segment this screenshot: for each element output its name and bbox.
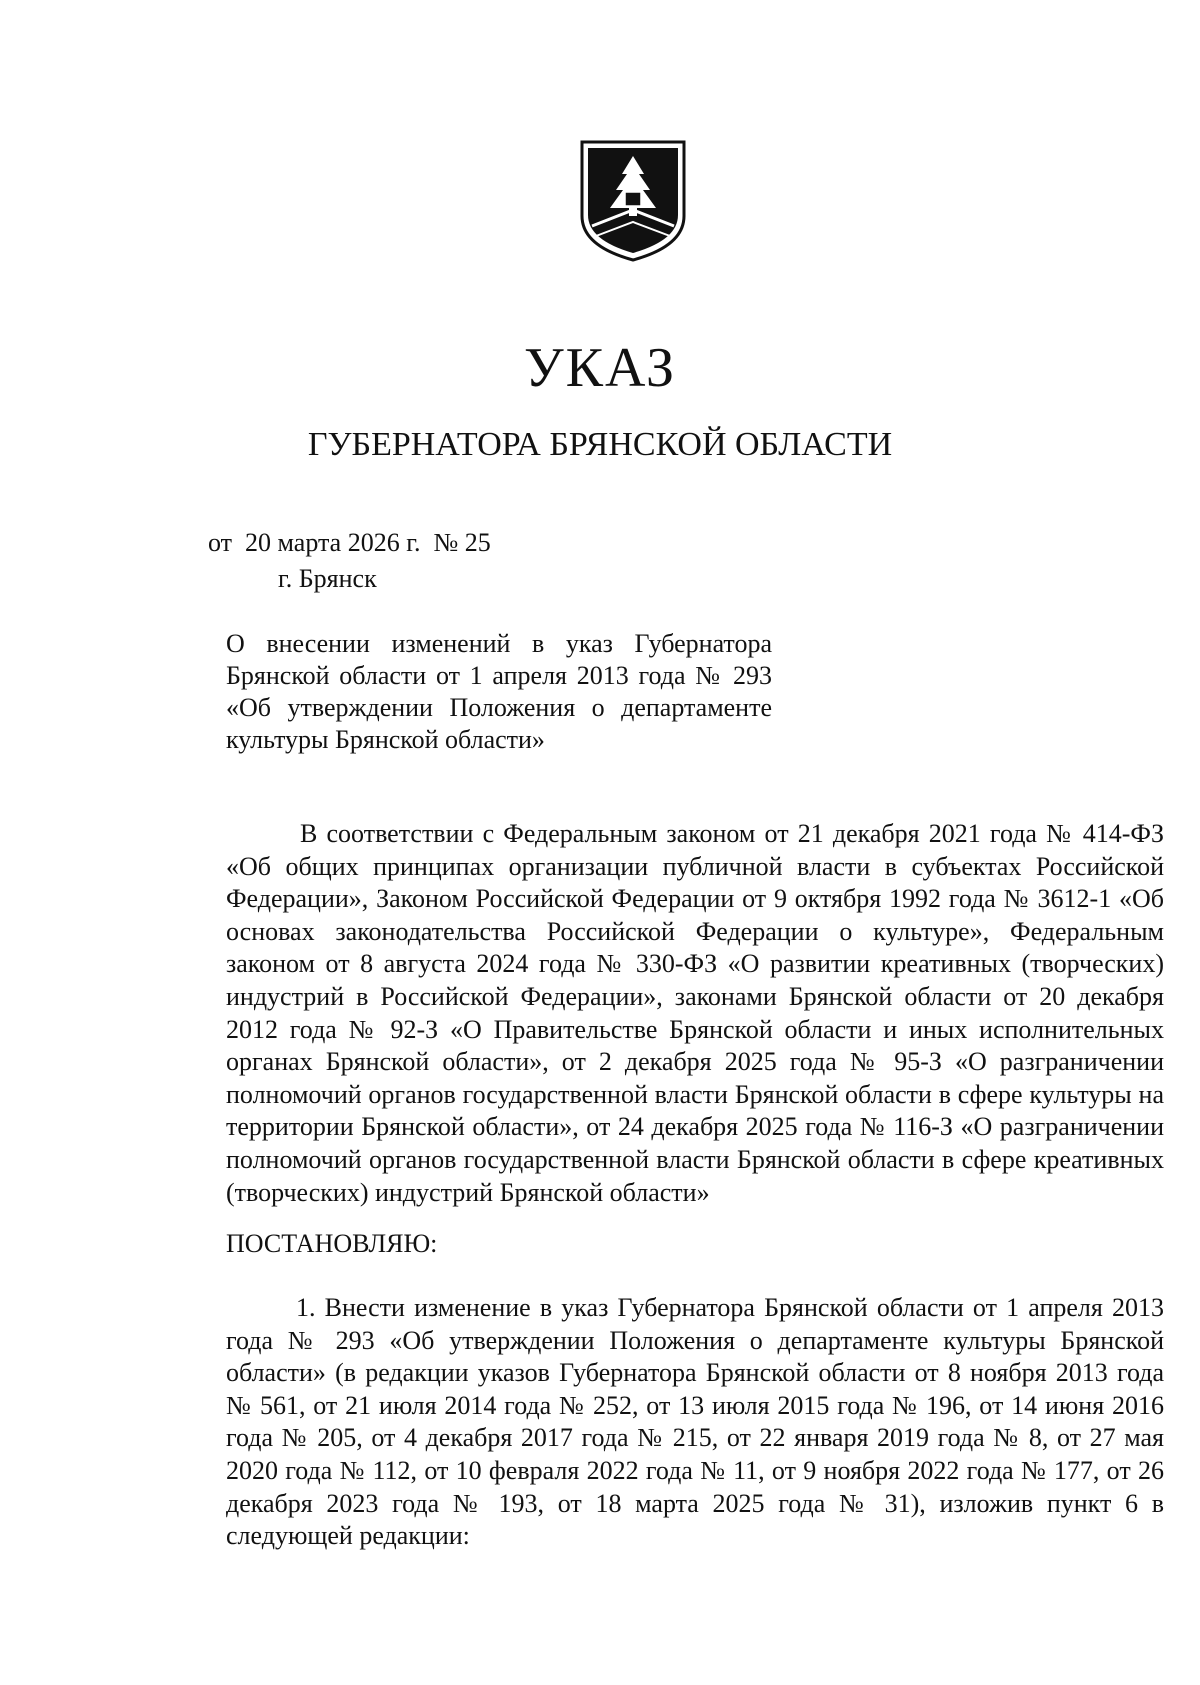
document-title: УКАЗ [523,337,677,399]
document-date-number: от 20 марта 2026 г. № 25 [208,528,491,557]
document-city: г. Брянск [278,564,377,593]
document-subject: О внесении изменений в указ Губернатора Брянской области от 1 апреля 2013 года № 293 «Об утверждении Положения о департаменте культуры Брянской области» [226,629,772,754]
document-issuer: ГУБЕРНАТОРА БРЯНСКОЙ ОБЛАСТИ [307,426,893,463]
bryansk-coat-of-arms-icon [578,138,688,264]
preamble-paragraph: В соответствии с Федеральным законом от 21 декабря 2021 года № 414-ФЗ «Об общих принципах организации публичной власти в субъектах Российской Федерации», Законом Российской Федерации от 9 октября 1992 года № 3612-1 «Об основах законодательства Российской Федерации о культуре», Федеральным законом от 8 августа 2024 года № 330-ФЗ «О развитии креативных (творческих) индустрий в Российской Федерации», законами Брянской области от 20 декабря 2012 года № 92-З «О Правительстве Брянской области и иных исполнительных органах Брянской области», от 2 декабря 2025 года № 95-З «О разграничении полномочий органов государственной власти Брянской области в сфере культуры на территории Брянской области», от 24 декабря 2025 года № 116-З «О разграничении полномочий органов государственной власти Брянской области в сфере креативных (творческих) индустрий Брянской области» [226,819,1164,1207]
clause-1-paragraph: 1. Внести изменение в указ Губернатора Брянской области от 1 апреля 2013 года № 293 «Об утверждении Положения о департаменте культуры Брянской области» (в редакции указов Губернатора Брянской области от 8 ноября 2013 года № 561, от 21 июля 2014 года № 252, от 13 июля 2015 года № 196, от 14 июня 2016 года № 205, от 4 декабря 2017 года № 215, от 22 января 2019 года № 8, от 27 мая 2020 года № 112, от 10 февраля 2022 года № 11, от 9 ноября 2022 года № 177, от 26 декабря 2023 года № 193, от 18 марта 2025 года № 31), изложив пункт 6 в следующей редакции: [226,1293,1164,1551]
decree-word: ПОСТАНОВЛЯЮ: [226,1229,438,1258]
